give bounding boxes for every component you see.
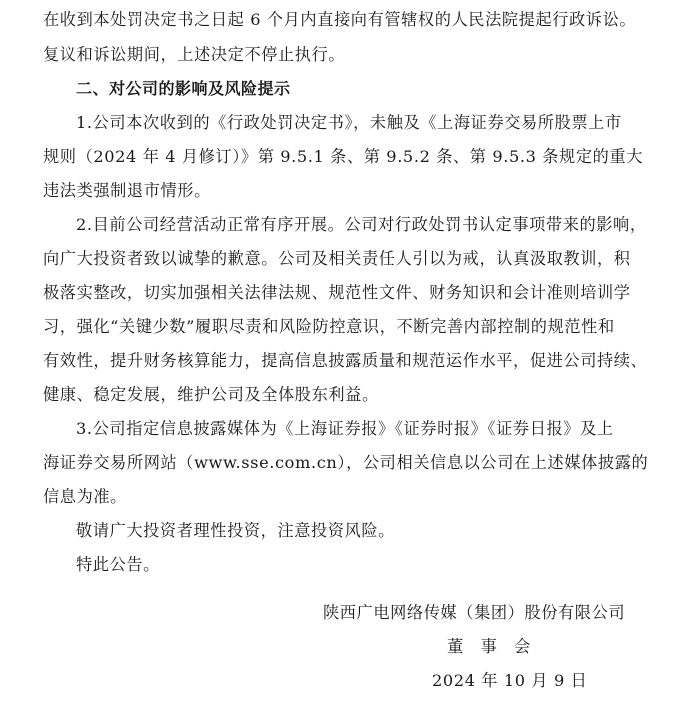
item-1-line: 违法类强制退市情形。 bbox=[43, 181, 211, 200]
signature-board: 董 事 会 bbox=[447, 637, 531, 656]
signature-date: 2024 年 10 月 9 日 bbox=[432, 671, 588, 690]
item-3-line: 信息为准。 bbox=[43, 487, 127, 506]
item-3-line: 海证券交易所网站（www.sse.com.cn），公司相关信息以公司在上述媒体披露的 bbox=[43, 453, 649, 472]
section-heading: 二、对公司的影响及风险提示 bbox=[76, 79, 291, 98]
closing-notice: 特此公告。 bbox=[76, 555, 160, 574]
risk-warning: 敬请广大投资者理性投资，注意投资风险。 bbox=[76, 521, 395, 540]
item-2-line: 极落实整改，切实加强相关法律法规、规范性文件、财务知识和会计准则培训学 bbox=[43, 283, 631, 302]
item-1-line: 1.公司本次收到的《行政处罚决定书》，未触及《上海证券交易所股票上市 bbox=[76, 113, 622, 132]
paragraph-line: 在收到本处罚决定书之日起 6 个月内直接向有管辖权的人民法院提起行政诉讼。 bbox=[43, 10, 637, 29]
item-3-line: 3.公司指定信息披露媒体为《上海证券报》《证券时报》《证券日报》及上 bbox=[76, 419, 614, 438]
item-2-line: 向广大投资者致以诚挚的歉意。公司及相关责任人引以为戒，认真汲取教训，积 bbox=[43, 249, 631, 268]
item-1-line: 规则（2024 年 4 月修订）》第 9.5.1 条、第 9.5.2 条、第 9.5.3 条规定的重大 bbox=[43, 147, 643, 166]
item-2-line: 健康、稳定发展，维护公司及全体股东利益。 bbox=[43, 385, 379, 404]
item-2-line: 有效性，提升财务核算能力，提高信息披露质量和规范运作水平，促进公司持续、 bbox=[43, 351, 648, 370]
item-2-line: 习，强化“关键少数”履职尽责和风险防控意识，不断完善内部控制的规范性和 bbox=[43, 317, 615, 336]
signature-company: 陕西广电网络传媒（集团）股份有限公司 bbox=[323, 603, 626, 622]
paragraph-line: 复议和诉讼期间，上述决定不停止执行。 bbox=[43, 45, 346, 64]
item-2-line: 2.目前公司经营活动正常有序开展。公司对行政处罚书认定事项带来的影响， bbox=[76, 215, 647, 234]
